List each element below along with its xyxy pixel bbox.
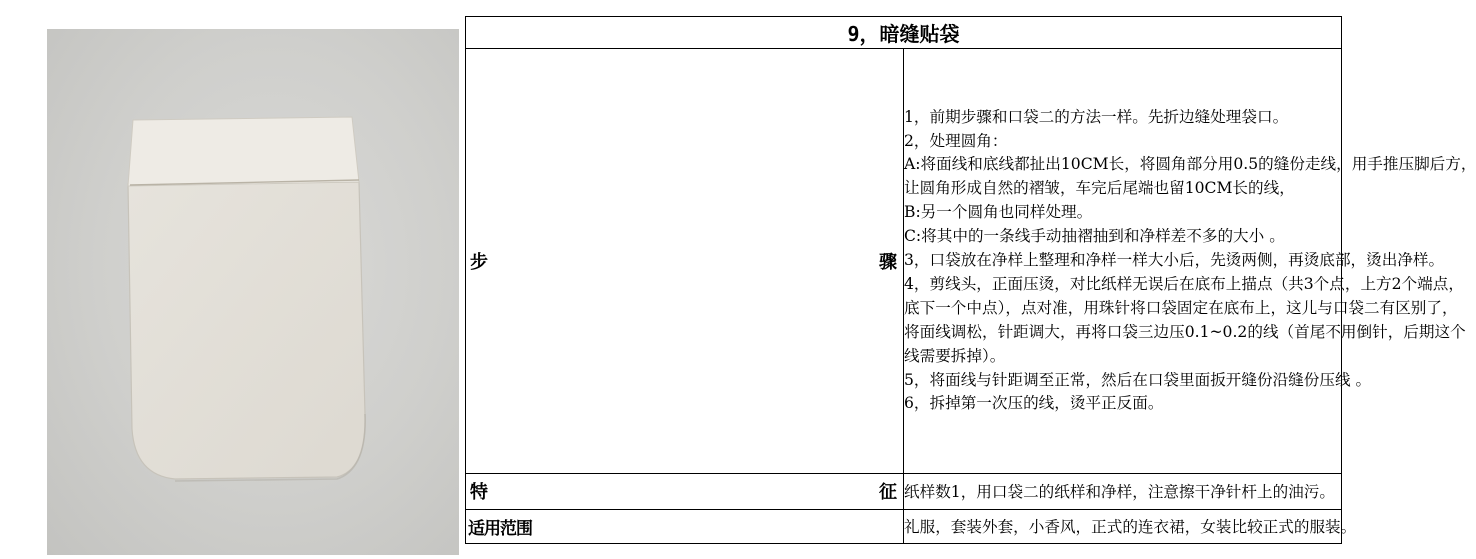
steps-label: 步 骤 bbox=[466, 49, 904, 474]
step-line: 底下一个中点），点对准，用珠针将口袋固定在底布上，这儿与口袋二有区别了， bbox=[904, 298, 1458, 317]
step-line: 6，拆掉第一次压的线，烫平正反面。 bbox=[904, 394, 1164, 413]
instruction-table bbox=[465, 16, 1476, 544]
step-line: 2，处理圆角： bbox=[904, 131, 1008, 150]
step-line: A:将面线和底线都扯出10CM长，将圆角部分用0.5的缝份走线，用手推压脚后方， bbox=[904, 155, 1476, 174]
features-text: 纸样数1，用口袋二的纸样和净样，注意擦干净针杆上的油污。 bbox=[904, 474, 1342, 510]
step-line: 5，将面线与针距调至正常，然后在口袋里面扳开缝份沿缝份压线 。 bbox=[904, 370, 1372, 389]
step-line: 4，剪线头，正面压烫，对比纸样无误后在底布上描点（共3个点，上方2个端点， bbox=[904, 274, 1464, 293]
pocket-illustration bbox=[47, 29, 459, 555]
pocket-hem bbox=[128, 117, 359, 186]
pocket-photo bbox=[47, 29, 459, 555]
step-line: C:将其中的一条线手动抽褶抽到和净样差不多的大小 。 bbox=[904, 227, 1285, 246]
step-line: B:另一个圆角也同样处理。 bbox=[904, 203, 1093, 222]
steps-content bbox=[904, 49, 1476, 474]
step-line: 让圆角形成自然的褶皱，车完后尾端也留10CM长的线， bbox=[904, 179, 1295, 198]
step-line: 3，口袋放在净样上整理和净样一样大小后，先烫两侧，再烫底部，烫出净样。 bbox=[904, 251, 1445, 270]
scope-text: 礼服，套装外套，小香风，正式的连衣裙，女装比较正式的服装。 bbox=[904, 509, 1342, 543]
table-title: 9，暗缝贴袋 bbox=[466, 17, 1342, 49]
step-line: 1，前期步骤和口袋二的方法一样。先折边缝处理袋口。 bbox=[904, 107, 1289, 126]
step-line: 将面线调松，针距调大，再将口袋三边压0.1~0.2的线（首尾不用倒针，后期这个 bbox=[904, 322, 1466, 341]
pocket-body bbox=[128, 182, 365, 479]
scope-label: 适用范围 bbox=[466, 509, 904, 543]
step-line: 线需要拆掉）。 bbox=[904, 346, 1006, 365]
features-label: 特 征 bbox=[466, 474, 904, 510]
